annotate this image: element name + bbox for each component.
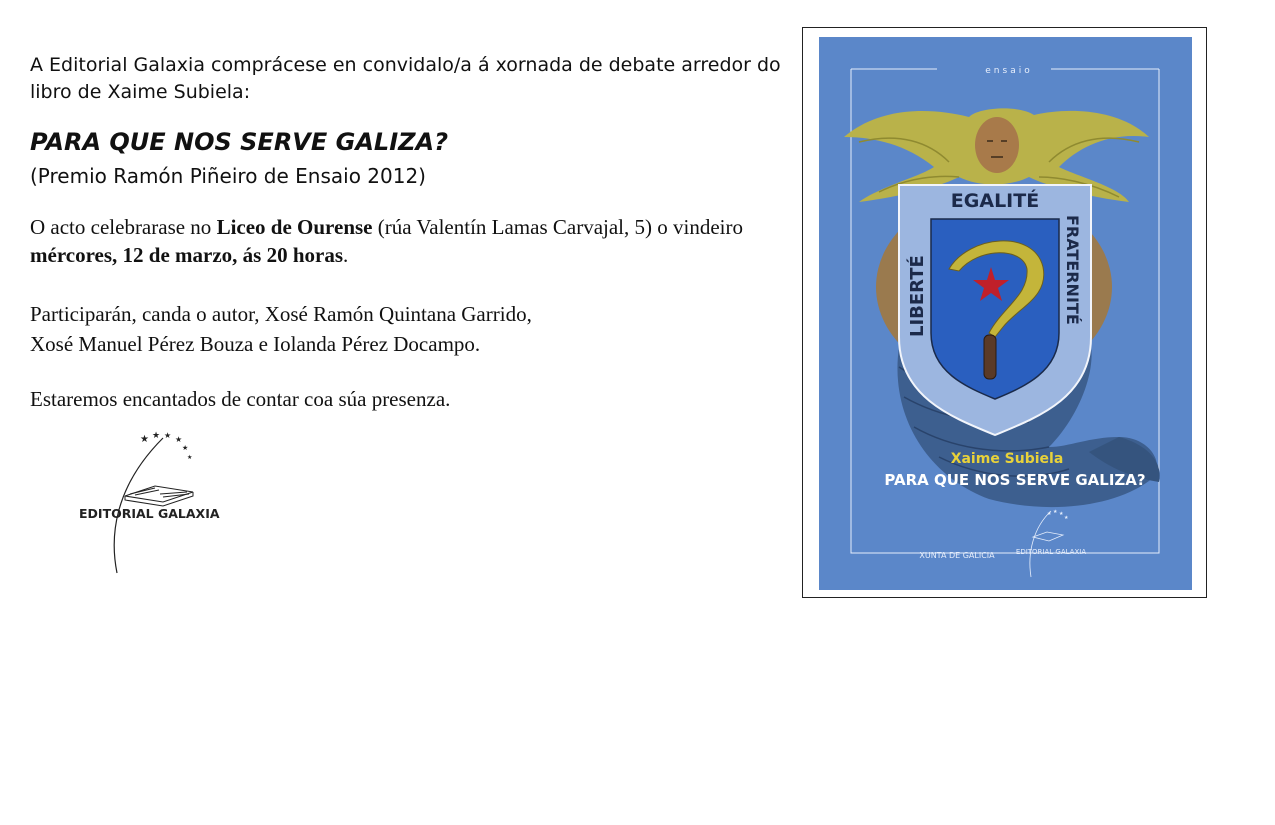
cover-footer-left: XUNTA DE GALICIA xyxy=(919,551,995,560)
cover-footer-right: EDITORIAL GALAXIA xyxy=(1015,548,1087,556)
venue-address: (rúa Valentín Lamas Carvajal, 5) o vindeiro xyxy=(372,215,743,239)
svg-text:★: ★ xyxy=(164,431,172,440)
participants-line-2: Xosé Manuel Pérez Bouza e Iolanda Pérez Docampo. xyxy=(30,332,481,356)
svg-text:★: ★ xyxy=(1064,515,1069,521)
svg-text:★: ★ xyxy=(182,444,189,452)
participants-text xyxy=(30,299,810,359)
book-cover-frame xyxy=(802,27,1207,598)
cover-logo-icon xyxy=(1030,511,1063,577)
logo-text: EDITORIAL GALAXIA xyxy=(79,506,220,521)
shield-top-text: EGALITÉ xyxy=(950,190,1040,212)
stars-icon xyxy=(140,431,192,461)
open-book-icon xyxy=(125,486,193,506)
shield-left-text: LIBERTÉ xyxy=(907,255,928,337)
svg-text:★: ★ xyxy=(140,434,149,445)
event-suffix: . xyxy=(343,243,349,267)
svg-text:★: ★ xyxy=(175,435,183,444)
cover-title: PARA QUE NOS SERVE GALIZA? xyxy=(884,471,1146,489)
book-cover xyxy=(819,37,1192,590)
venue-name: Liceo de Ourense xyxy=(216,215,373,239)
participants-line-1: Participarán, canda o autor, Xosé Ramón Quintana Garrido, xyxy=(30,302,532,326)
svg-text:★: ★ xyxy=(152,431,161,441)
cover-series: ensaio xyxy=(985,66,1033,76)
award-text: (Premio Ramón Piñeiro de Ensaio 2012) xyxy=(30,164,426,188)
event-details xyxy=(30,213,810,269)
intro-text: A Editorial Galaxia comprácese en convidalo/a á xornada de debate arredor do libro de Xaime Subiela: xyxy=(30,54,781,103)
book-title: PARA QUE NOS SERVE GALIZA? xyxy=(30,128,449,156)
event-prefix: O acto celebrarase no xyxy=(30,215,217,239)
galaxia-logo xyxy=(75,428,245,578)
mermaid-face-icon xyxy=(975,117,1019,173)
closing-text: Estaremos encantados de contar coa súa presenza. xyxy=(30,387,451,411)
svg-text:★: ★ xyxy=(1059,511,1064,517)
svg-text:★: ★ xyxy=(187,454,193,461)
svg-text:★: ★ xyxy=(1047,511,1052,517)
cover-author: Xaime Subiela xyxy=(950,451,1064,467)
shield-right-text: FRATERNITÉ xyxy=(1063,215,1082,325)
event-datetime: mércores, 12 de marzo, ás 20 horas xyxy=(30,243,343,267)
svg-text:★: ★ xyxy=(1053,509,1058,515)
